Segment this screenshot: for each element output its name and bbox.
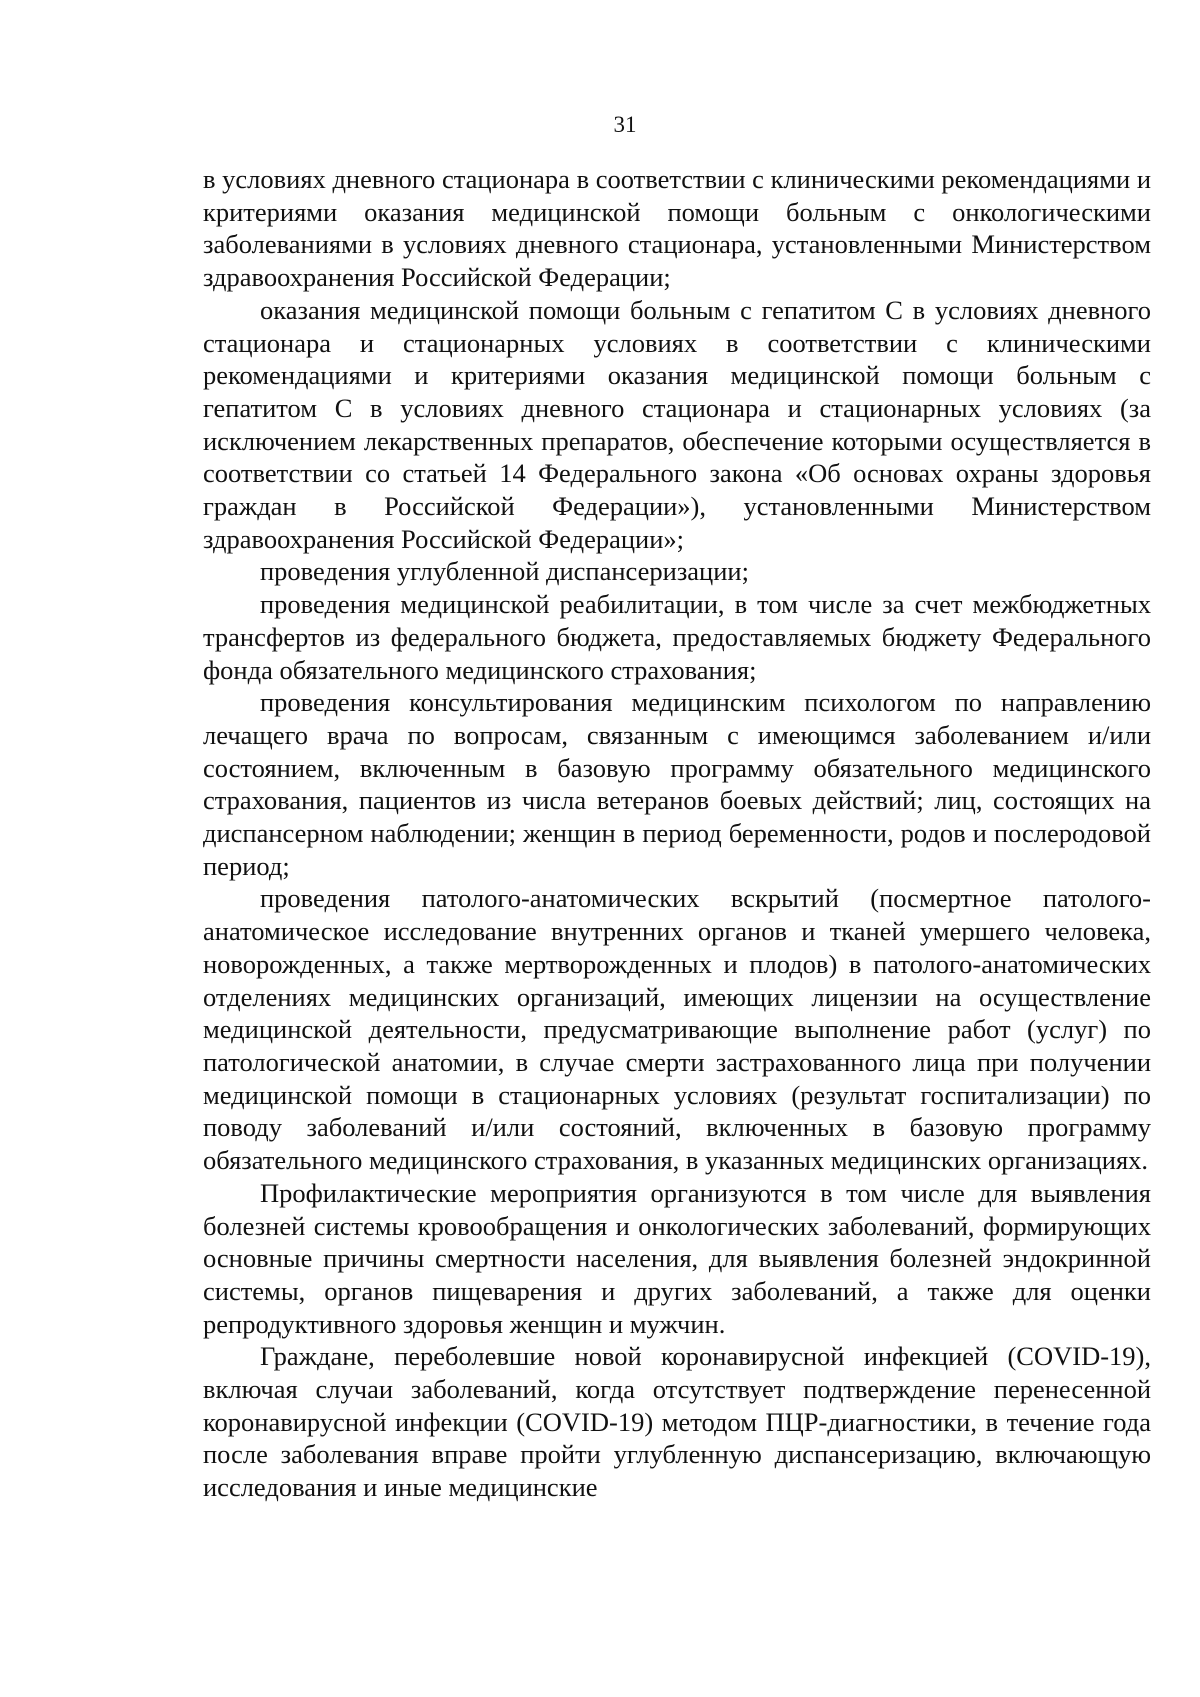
paragraph-preventive-measures: Профилактические мероприятия организуются в том числе для выявления болезней системы кровообращения и онкологических заболеваний, формирующих основные причины смертности населения, для выявления болезней эндокринной системы, органов пищеварения и других заболеваний, а также для оценки репродуктивного здоровья женщин и мужчин. [203, 1177, 1151, 1339]
paragraph-in-depth-screening: проведения углубленной диспансеризации; [260, 556, 749, 587]
paragraph-psychologist-consulting: проведения консультирования медицинским психологом по направлению лечащего врача по вопросам, связанным с имеющимся заболеванием и/или состоянием, включенным в базовую программу обязательного медицинского страхования, пациентов из числа ветеранов боевых действий; лиц, состоящих на диспансерном наблюдении; женщин в период беременности, родов и послеродовой период; [203, 687, 1151, 881]
document-body [203, 163, 1151, 1504]
paragraph-covid-citizens: Граждане, переболевшие новой коронавирусной инфекцией (COVID-19), включая случаи заболеваний, когда отсутствует подтверждение перенесенной коронавирусной инфекции (COVID-19) методом ПЦР-диагностики, в течение года после заболевания вправе пройти углубленную диспансеризацию, включающую исследования и иные медицинские [203, 1341, 1151, 1503]
page-number: 31 [613, 112, 637, 137]
paragraph-continuation: в условиях дневного стационара в соответствии с клиническими рекомендациями и критериями оказания медицинской помощи больным с онкологическими заболеваниями в условиях дневного стационара, установленными Министерством здравоохранения Российской Федерации; [203, 164, 1151, 293]
paragraph-hepatitis-c: оказания медицинской помощи больным с гепатитом С в условиях дневного стационара и стационарных условиях в соответствии с клиническими рекомендациями и критериями оказания медицинской помощи больным с гепатитом С в условиях дневного стационара и стационарных условиях (за исключением лекарственных препаратов, обеспечение которыми осуществляется в соответствии со статьей 14 Федерального закона «Об основах охраны здоровья граждан в Российской Федерации»), установленными Министерством здравоохранения Российской Федерации»; [203, 294, 1151, 554]
paragraph-autopsies: проведения патолого-анатомических вскрытий (посмертное патолого-анатомическое исследование внутренних органов и тканей умершего человека, новорожденных, а также мертворожденных и плодов) в патолого-анатомических отделениях медицинских организаций, имеющих лицензии на осуществление медицинской деятельности, предусматривающие выполнение работ (услуг) по патологической анатомии, в случае смерти застрахованного лица при получении медицинской помощи в стационарных условиях (результат госпитализации) по поводу заболеваний и/или состояний, включенных в базовую программу обязательного медицинского страхования, в указанных медицинских организациях. [203, 883, 1151, 1176]
paragraph-rehabilitation: проведения медицинской реабилитации, в том числе за счет межбюджетных трансфертов из федерального бюджета, предоставляемых бюджету Федерального фонда обязательного медицинского страхования; [203, 589, 1151, 685]
